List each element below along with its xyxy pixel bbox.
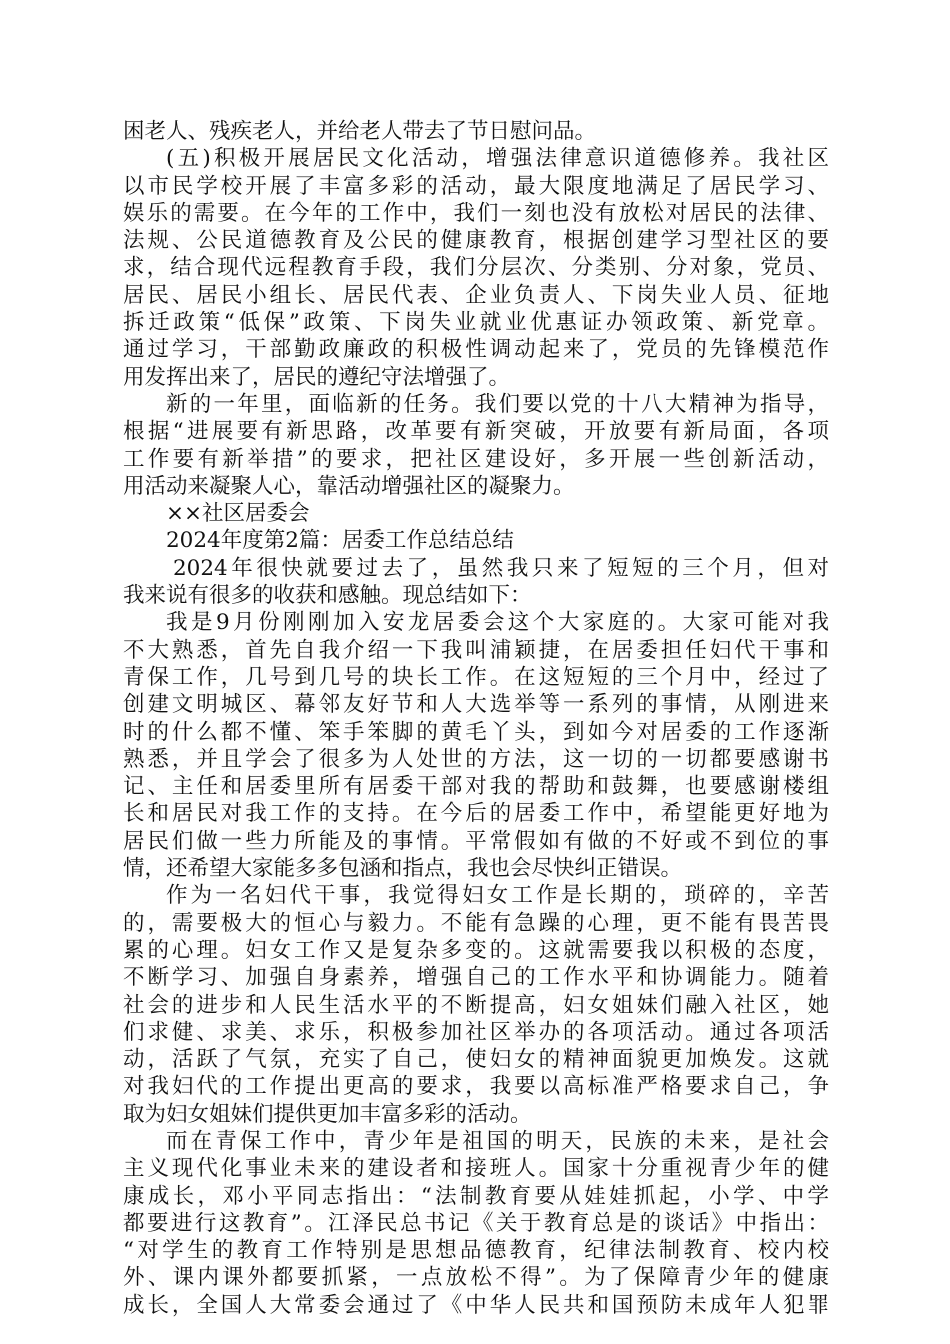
text-line: 通过学习，干部勤政廉政的积极性调动起来了，党员的先锋模范作 [123,337,829,363]
section-heading: 2024年度第2篇：居委工作总结总结 [166,528,514,554]
paragraph-start-line: 新的一年里，面临新的任务。我们要以党的十八大精神为指导， [166,391,829,417]
text-line: 困老人、残疾老人，并给老人带去了节日慰问品。 [123,119,597,144]
text-line: 成长，全国人大常委会通过了《中华人民共和国预防未成年人犯罪 [123,1292,829,1318]
text-line: “对学生的教育工作特别是思想品德教育，纪律法制教育、校内校 [123,1238,829,1264]
text-line: 熟悉，并且学会了很多为人处世的方法，这一切的一切都要感谢书 [123,746,829,772]
paragraph-start-line: 而在青保工作中，青少年是祖国的明天，民族的未来，是社会 [166,1128,829,1154]
text-line: 青保工作，几号到几号的块长工作。在这短短的三个月中，经过了 [123,664,829,690]
text-line: 们求健、求美、求乐，积极参加社区举办的各项活动。通过各项活 [123,1019,829,1045]
text-line: 动，活跃了气氛，充实了自己，使妇女的精神面貌更加焕发。这就 [123,1047,829,1073]
text-line: 康成长，邓小平同志指出：“法制教育要从娃娃抓起，小学、中学 [123,1183,829,1209]
text-line: 创建文明城区、幕邻友好节和人大选举等一系列的事情，从刚进来 [123,692,829,718]
text-line: 根据“进展要有新思路，改革要有新突破，开放要有新局面，各项 [123,419,829,445]
text-line: 我来说有很多的收获和感触。现总结如下： [123,583,532,609]
text-line: 主义现代化事业未来的建设者和接班人。国家十分重视青少年的健 [123,1156,829,1182]
text-line: 求，结合现代远程教育手段，我们分层次、分类别、分对象，党员、 [123,255,829,281]
text-line: 拆迁政策“低保”政策、下岗失业就业优惠证办领政策、新党章。 [123,310,829,336]
paragraph-start-line: 我是9月份刚刚加入安龙居委会这个大家庭的。大家可能对我 [166,610,829,636]
text-line: 外、课内课外都要抓紧，一点放松不得”。为了保障青少年的健康 [123,1265,829,1291]
text-line: 对我妇代的工作提出更高的要求，我要以高标准严格要求自己，争 [123,1074,829,1100]
document-body [123,118,829,1319]
text-line: 工作要有新举措”的要求，把社区建设好，多开展一些创新活动， [123,446,829,472]
text-line: 时的什么都不懂、笨手笨脚的黄毛丫头，到如今对居委的工作逐渐 [123,719,829,745]
text-line: 情，还希望大家能多多包涵和指点，我也会尽快纠正错误。 [123,856,683,882]
text-line: 法规、公民道德教育及公民的健康教育，根据创建学习型社区的要 [123,228,829,254]
paragraph-start-line: 2024年很快就要过去了，虽然我只来了短短的三个月，但对 [173,555,829,581]
text-line: 以市民学校开展了丰富多彩的活动，最大限度地满足了居民学习、 [123,173,829,199]
text-line: 都要进行这教育”。江泽民总书记《关于教育总是的谈话》中指出： [123,1210,829,1236]
text-line: 累的心理。妇女工作又是复杂多变的。这就需要我以积极的态度， [123,937,829,963]
text-line: 居民们做一些力所能及的事情。平常假如有做的不好或不到位的事 [123,828,829,854]
paragraph-start-line: 作为一名妇代干事，我觉得妇女工作是长期的，琐碎的，辛苦 [166,883,829,909]
text-line: 长和居民对我工作的支持。在今后的居委工作中，希望能更好地为 [123,801,829,827]
text-line: 取为妇女姐妹们提供更加丰富多彩的活动。 [123,1101,532,1127]
text-line: 不大熟悉，首先自我介绍一下我叫浦颖捷，在居委担任妇代干事和 [123,637,829,663]
text-line: 娱乐的需要。在今年的工作中，我们一刻也没有放松对居民的法律、 [123,200,829,226]
text-line: 用发挥出来了，居民的遵纪守法增强了。 [123,364,511,390]
text-line: 社会的进步和人民生活水平的不断提高，妇女姐妹们融入社区，她 [123,992,829,1018]
signature-line: ××社区居委会 [166,501,310,527]
text-line: 用活动来凝聚人心，靠活动增强社区的凝聚力。 [123,473,575,499]
text-line: 居民、居民小组长、居民代表、企业负责人、下岗失业人员、征地 [123,282,829,308]
text-line: 记、主任和居委里所有居委干部对我的帮助和鼓舞，也要感谢楼组 [123,774,829,800]
text-line: 的，需要极大的恒心与毅力。不能有急躁的心理，更不能有畏苦畏 [123,910,829,936]
text-line: 不断学习、加强自身素养，增强自己的工作水平和协调能力。随着 [123,965,829,991]
paragraph-start-line: (五)积极开展居民文化活动，增强法律意识道德修养。我社区 [166,146,829,172]
